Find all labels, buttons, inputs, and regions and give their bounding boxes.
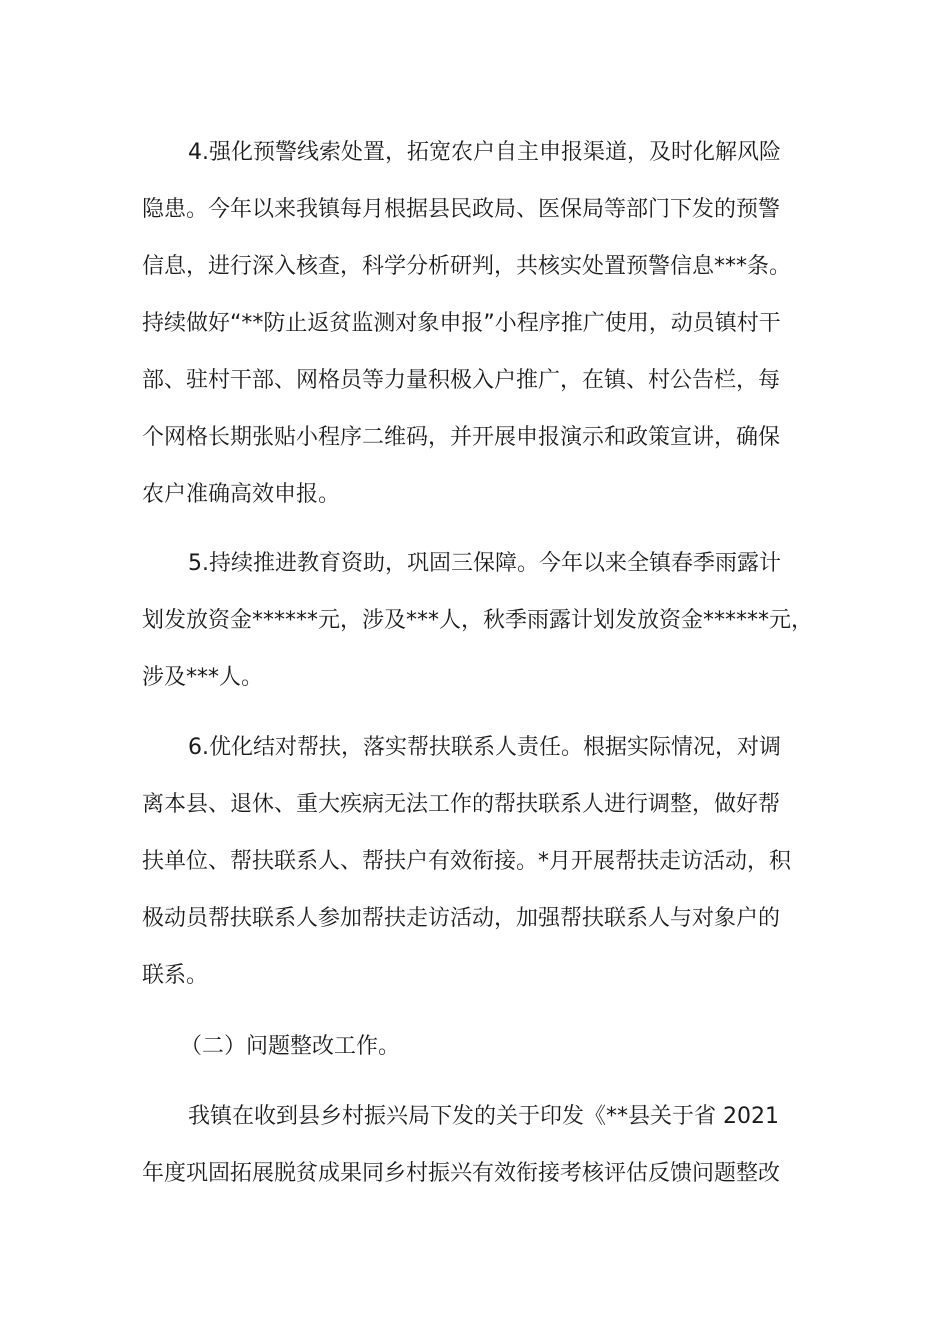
paragraph-4-line-3: 信息，进行深入核查，科学分析研判，共核实处置预警信息***条。 (142, 254, 792, 279)
paragraph-6-line-2: 离本县、退休、重大疾病无法工作的帮扶联系人进行调整，做好帮 (142, 792, 781, 817)
paragraph-7-line-1: 我镇在收到县乡村振兴局下发的关于印发《**县关于省 2021 (188, 1104, 779, 1129)
paragraph-5-line-2: 划发放资金******元，涉及***人，秋季雨露计划发放资金******元， (142, 608, 814, 633)
paragraph-4-line-5: 部、驻村干部、网格员等力量积极入户推广，在镇、村公告栏，每 (142, 368, 781, 393)
section-heading-2: （二）问题整改工作。 (180, 1034, 401, 1059)
paragraph-4-line-6: 个网格长期张贴小程序二维码，并开展申报演示和政策宣讲，确保 (142, 425, 781, 450)
paragraph-6-line-1: 6.优化结对帮扶，落实帮扶联系人责任。根据实际情况，对调 (188, 735, 781, 760)
paragraph-7-line-2: 年度巩固拓展脱贫成果同乡村振兴有效衔接考核评估反馈问题整改 (142, 1161, 781, 1186)
paragraph-6-line-5: 联系。 (142, 963, 209, 988)
paragraph-4-line-2: 隐患。今年以来我镇每月根据县民政局、医保局等部门下发的预警 (142, 197, 781, 222)
paragraph-4-line-4: 持续做好“**防止返贫监测对象申报”小程序推广使用，动员镇村干 (142, 311, 781, 336)
paragraph-6-line-4: 极动员帮扶联系人参加帮扶走访活动，加强帮扶联系人与对象户的 (142, 906, 781, 931)
paragraph-4-line-7: 农户准确高效申报。 (142, 482, 341, 507)
paragraph-4-line-1: 4.强化预警线索处置，拓宽农户自主申报渠道，及时化解风险 (188, 140, 781, 165)
paragraph-5-line-3: 涉及***人。 (142, 665, 264, 690)
paragraph-6-line-3: 扶单位、帮扶联系人、帮扶户有效衔接。*月开展帮扶走访活动，积 (142, 849, 792, 874)
paragraph-5-line-1: 5.持续推进教育资助，巩固三保障。今年以来全镇春季雨露计 (188, 551, 781, 576)
